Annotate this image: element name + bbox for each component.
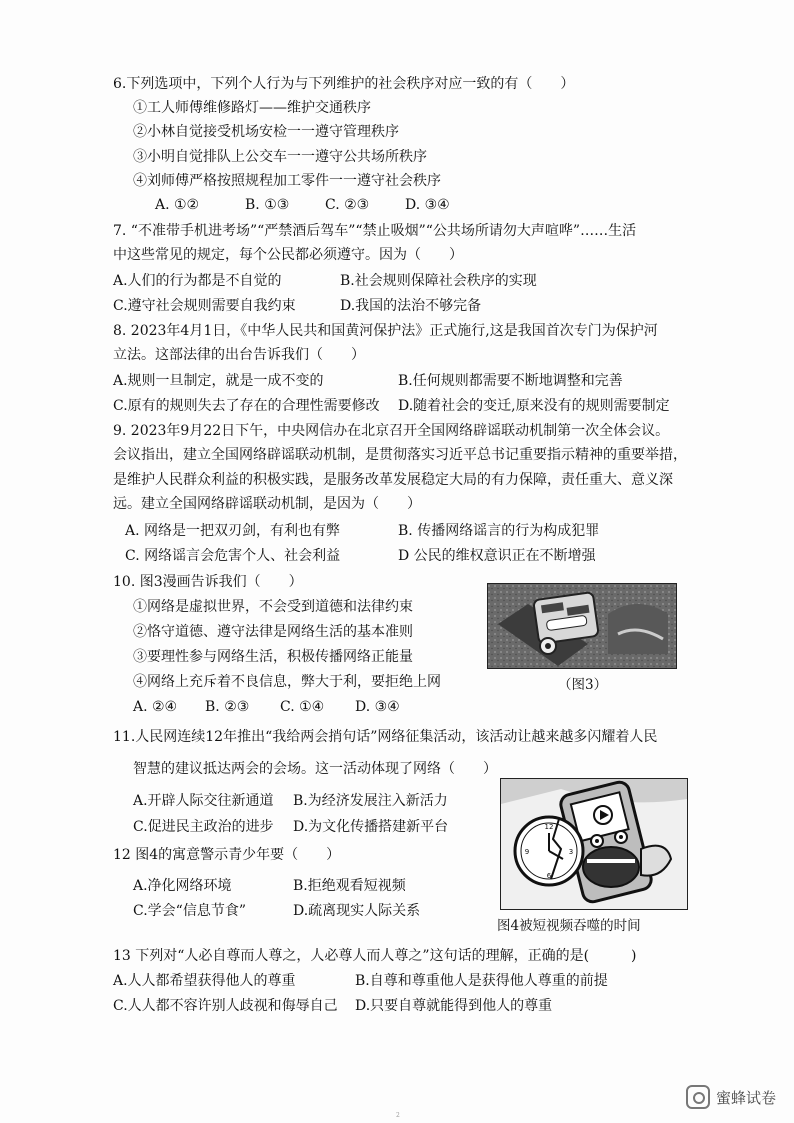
q10-option-c: C. ①④ <box>280 699 325 715</box>
page-number: 2 <box>396 1112 400 1119</box>
q9-stem-line4: 远。建立全国网络辟谣联动机制，是因为（ ） <box>113 496 421 512</box>
svg-text:9: 9 <box>524 848 530 856</box>
q9-option-c: C. 网络谣言会危害个人、社会利益 <box>125 548 341 564</box>
q11-stem-line2: 智慧的建议抵达两会的会场。这一活动体现了网络（ ） <box>133 761 497 777</box>
q13-option-b: B.自尊和尊重他人是获得他人尊重的前提 <box>355 973 608 989</box>
svg-text:3: 3 <box>568 848 574 856</box>
figure-3-caption: （图3） <box>558 677 608 693</box>
q9-stem-line1: 9. 2023年9月22日下午，中央网信办在北京召开全国网络辟谣联动机制第一次全体会议。 <box>113 423 670 439</box>
figure-4-caption: 图4被短视频吞噬的时间 <box>497 918 641 934</box>
q13-stem: 13 下列对“人必自尊而人尊之，人必尊人而人尊之”这句话的理解，正确的是( ) <box>113 948 637 964</box>
q10-item-2: ②恪守道德、遵守法律是网络生活的基本准则 <box>133 624 413 640</box>
q6-option-b: B. ①③ <box>245 197 290 213</box>
q7-option-d: D.我国的法治不够完备 <box>340 298 482 314</box>
q6-item-4: ④刘师傅严格按照规程加工零件一一遵守社会秩序 <box>133 173 441 189</box>
q10-stem: 10. 图3漫画告诉我们（ ） <box>113 574 303 590</box>
q6-item-3: ③小明自觉排队上公交车一一遵守公共场所秩序 <box>133 149 427 165</box>
watermark-text: 蜜蜂试卷 <box>715 1088 776 1107</box>
q10-option-b: B. ②③ <box>205 699 250 715</box>
q8-option-a: A.规则一旦制定，就是一成不变的 <box>113 373 324 389</box>
q12-option-a: A.净化网络环境 <box>133 878 232 894</box>
q7-stem-line2: 中这些常见的规定，每个公民都必须遵守。因为（ ） <box>113 247 463 263</box>
q9-stem-line3: 是维护人民群众利益的积极实践，是服务改革发展稳定大局的有力保障，责任重大、意义深 <box>113 472 673 488</box>
figure-3-cartoon-image <box>487 583 677 669</box>
q12-option-c: C.学会“信息节食” <box>133 903 246 919</box>
q12-option-b: B.拒绝观看短视频 <box>293 878 406 894</box>
q6-option-a: A. ①② <box>155 197 200 213</box>
q10-option-a: A. ②④ <box>133 699 178 715</box>
q9-option-d: D 公民的维权意识正在不断增强 <box>398 548 596 564</box>
q6-item-2: ②小林自觉接受机场安检一一遵守管理秩序 <box>133 124 399 140</box>
q7-option-c: C.遵守社会规则需要自我约束 <box>113 298 296 314</box>
q11-stem-line1: 11.人民网连续12年推出“我给两会捎句话”网络征集活动，该活动让越来越多闪耀着人民 <box>113 729 658 745</box>
q7-option-b: B.社会规则保障社会秩序的实现 <box>340 273 537 289</box>
q10-item-4: ④网络上充斥着不良信息，弊大于利，要拒绝上网 <box>133 674 441 690</box>
q11-option-d: D.为文化传播搭建新平台 <box>293 819 449 835</box>
q13-option-a: A.人人都希望获得他人的尊重 <box>113 973 296 989</box>
q6-item-1: ①工人师傅维修路灯——维护交通秩序 <box>133 100 371 116</box>
q10-item-1: ①网络是虚拟世界，不会受到道德和法律约束 <box>133 599 413 615</box>
q7-stem-line1: 7. “不准带手机进考场”“严禁酒后驾车”“禁止吸烟”“公共场所请勿大声喧哗”……生活 <box>113 223 637 239</box>
q10-option-d: D. ③④ <box>355 699 400 715</box>
q6-option-c: C. ②③ <box>325 197 370 213</box>
figure-4-cartoon-image <box>500 778 688 910</box>
q8-stem-line1: 8. 2023年4月1日，《中华人民共和国黄河保护法》正式施行,这是我国首次专门为保护河 <box>113 323 658 339</box>
q9-option-a: A. 网络是一把双刃剑，有利也有弊 <box>125 523 341 539</box>
q10-item-3: ③要理性参与网络生活，积极传播网络正能量 <box>133 649 413 665</box>
q12-option-d: D.疏离现实人际关系 <box>293 903 421 919</box>
q7-option-a: A.人们的行为都是不自觉的 <box>113 273 282 289</box>
q6-option-d: D. ③④ <box>405 197 450 213</box>
q13-option-c: C.人人都不容许别人歧视和侮辱自己 <box>113 998 338 1014</box>
q13-option-d: D.只要自尊就能得到他人的尊重 <box>355 998 553 1014</box>
svg-text:6: 6 <box>546 872 552 880</box>
svg-text:12: 12 <box>544 823 554 831</box>
q8-option-d: D.随着社会的变迁,原来没有的规则需要制定 <box>398 398 670 414</box>
q11-option-c: C.促进民主政治的进步 <box>133 819 274 835</box>
q11-option-a: A.开辟人际交往新通道 <box>133 793 274 809</box>
q11-option-b: B.为经济发展注入新活力 <box>293 793 448 809</box>
q8-stem-line2: 立法。这部法律的出台告诉我们（ ） <box>113 347 365 363</box>
q12-stem: 12 图4的寓意警示青少年要（ ） <box>113 847 341 863</box>
q8-option-c: C.原有的规则失去了存在的合理性需要修改 <box>113 398 380 414</box>
watermark <box>686 1085 776 1109</box>
q9-stem-line2: 会议指出，建立全国网络辟谣联动机制，是贯彻落实习近平总书记重要指示精神的重要举措， <box>113 447 687 463</box>
q9-option-b: B. 传播网络谣言的行为构成犯罪 <box>398 523 600 539</box>
q8-option-b: B.任何规则都需要不断地调整和完善 <box>398 373 623 389</box>
search-lens-icon <box>686 1085 710 1109</box>
q6-stem: 6.下列选项中，下列个人行为与下列维护的社会秩序对应一致的有（ ） <box>113 76 575 92</box>
